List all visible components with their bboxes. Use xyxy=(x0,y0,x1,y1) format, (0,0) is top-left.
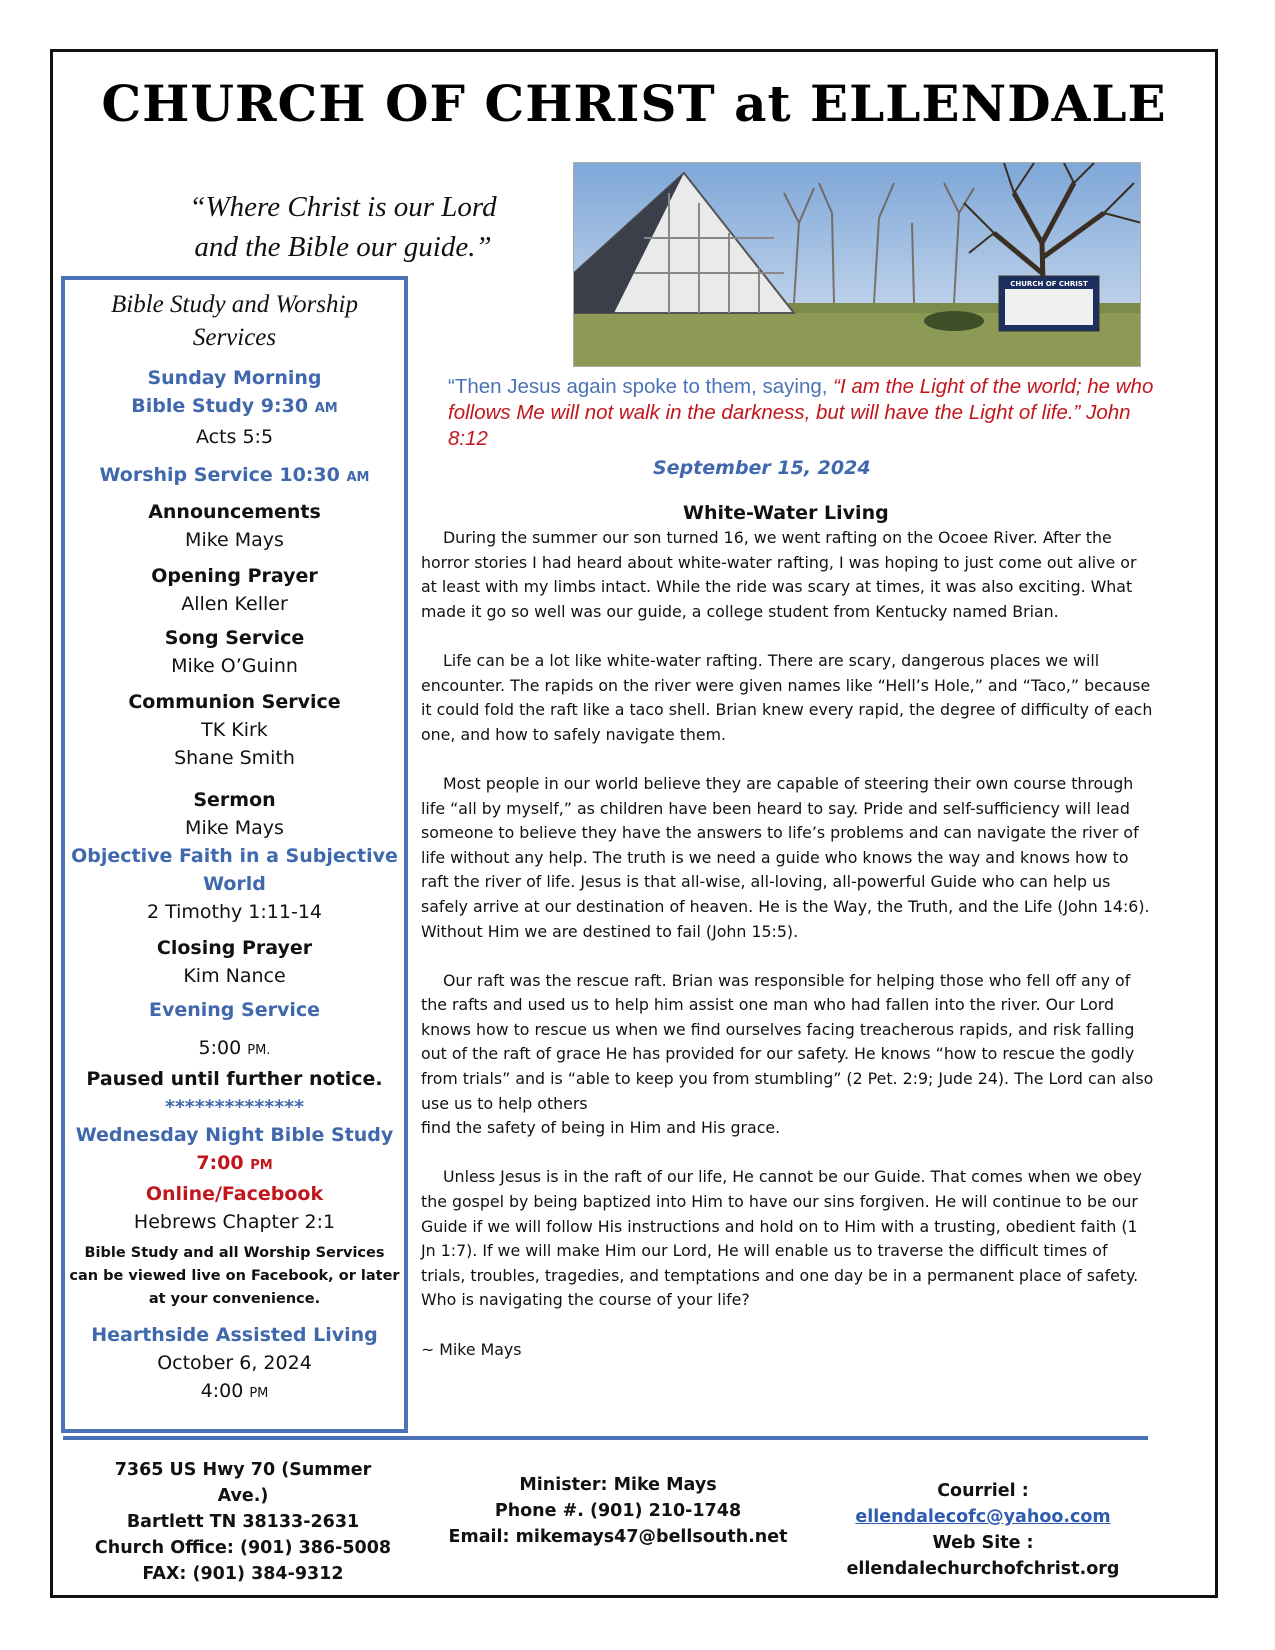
evening-ampm: PM. xyxy=(247,1043,271,1058)
fax-number: FAX: (901) 384-9312 xyxy=(142,1564,344,1584)
church-photo xyxy=(573,162,1141,367)
courriel-email-link[interactable]: ellendalecofc@yahoo.com xyxy=(855,1507,1111,1527)
sermon-label: Sermon xyxy=(193,789,276,811)
courriel-label: Courriel : xyxy=(937,1481,1029,1501)
song-service-name: Mike O’Guinn xyxy=(171,655,298,677)
article-body xyxy=(421,526,1156,1387)
hearthside-date: October 6, 2024 xyxy=(157,1352,312,1374)
evening-service-label: Evening Service xyxy=(148,999,321,1021)
schedule-title-line-1: Bible Study and Worship xyxy=(111,291,358,318)
services-schedule-box xyxy=(61,276,408,1433)
page-frame xyxy=(50,49,1218,1598)
address-line-1: 7365 US Hwy 70 (Summer Ave.) xyxy=(114,1460,372,1506)
bulletin-date: September 15, 2024 xyxy=(653,457,871,479)
closing-prayer-label: Closing Prayer xyxy=(156,937,313,959)
evening-service-time xyxy=(65,1034,404,1065)
motto-line-1: “Where Christ is our Lord xyxy=(189,191,497,223)
wednesday-ampm: PM xyxy=(250,1158,273,1173)
bible-study-ampm: AM xyxy=(314,401,338,416)
bible-study-time xyxy=(65,392,404,423)
bible-study-time-text: Bible Study 9:30 xyxy=(131,395,309,417)
live-note-line-1: Bible Study and all Worship Services xyxy=(84,1245,385,1261)
hearthside-time xyxy=(65,1377,404,1408)
article-paragraph-5: Unless Jesus is in the raft of our life, He cannot be our Guide. That comes when we obey the gospel by being baptized into Him to have our sins forgiven. He will continue to be our Guide if we will follow His instructions and hold on to Him with a trusting, obedient faith (1 Jn 1:7). If we will make Him our Lord, He will enable us to traverse the difficult times of trials, troubles, tragedies, and temptations and one day be in a permanent place of safety. Who is navigating the course of your life? xyxy=(421,1167,1142,1310)
minister-phone: Phone #. (901) 210-1748 xyxy=(494,1501,742,1521)
worship-ampm: AM xyxy=(346,470,370,485)
footer-address xyxy=(93,1457,393,1587)
schedule-title-line-2: Services xyxy=(192,324,277,351)
sunday-morning-label: Sunday Morning xyxy=(147,367,322,389)
article-signature: ~ Mike Mays xyxy=(421,1339,522,1359)
sign-text: CHURCH OF CHRIST xyxy=(1010,280,1088,288)
opening-prayer-label: Opening Prayer xyxy=(151,565,318,587)
song-service-label: Song Service xyxy=(164,627,305,649)
scripture-quote xyxy=(448,374,1168,452)
minister-email: Email: mikemays47@bellsouth.net xyxy=(448,1527,788,1547)
announcements-label: Announcements xyxy=(148,501,321,523)
schedule-title xyxy=(65,288,404,354)
online-facebook-label: Online/Facebook xyxy=(145,1183,324,1205)
communion-label: Communion Service xyxy=(128,691,341,713)
evening-time-text: 5:00 xyxy=(198,1037,242,1059)
wednesday-study-text: Hebrews Chapter 2:1 xyxy=(133,1211,336,1233)
announcements-name: Mike Mays xyxy=(185,529,284,551)
hearthside-time-text: 4:00 xyxy=(200,1380,244,1402)
motto-line-2: and the Bible our guide.” xyxy=(194,231,492,263)
article-paragraph-4: Our raft was the rescue raft. Brian was responsible for helping those who fell off any of the rafts and used us to help him assist one man who had fallen into the river. Our Lord knows how to rescue us when we find ourselves facing treacherous rapids, and risk falling out of the raft of grace He has provided for our safety. He knows “how to rescue the godly from trials” and is “able to keep you from stumbling” (2 Pet. 2:9; Jude 24). The Lord can also use us to help others xyxy=(421,970,1154,1113)
article-paragraph-4-continued: find the safety of being in Him and His grace. xyxy=(421,1118,781,1138)
sermon-text: 2 Timothy 1:11-14 xyxy=(146,901,323,923)
live-viewing-note xyxy=(65,1242,404,1311)
minister-name: Minister: Mike Mays xyxy=(519,1475,717,1495)
bible-study-text: Acts 5:5 xyxy=(195,426,274,448)
wednesday-study-time xyxy=(65,1149,404,1180)
closing-prayer-name: Kim Nance xyxy=(183,965,286,987)
address-line-2: Bartlett TN 38133-2631 xyxy=(126,1512,360,1532)
sermon-title-line-2: World xyxy=(203,873,266,895)
live-note-line-2: can be viewed live on Facebook, or later xyxy=(69,1268,400,1284)
sermon-title-line-1: Objective Faith in a Subjective xyxy=(71,845,398,867)
masthead-title: CHURCH OF CHRIST at ELLENDALE xyxy=(101,74,1167,133)
church-photo-illustration xyxy=(574,163,1141,367)
scripture-quote-text: “I am the Light of the world; he who follows Me will not walk in the darkness, but will have the Light of life.” John 8:12 xyxy=(448,375,1154,450)
sermon-name: Mike Mays xyxy=(185,817,284,839)
footer-divider xyxy=(63,1436,1148,1440)
article-paragraph-1: During the summer our son turned 16, we went rafting on the Ocoee River. After the horror stories I had heard about white-water rafting, I was hoping to just come out alive or at least with my limbs intact. While the ride was scary at times, it was also exciting. What made it go so well was our guide, a college student from Kentucky named Brian. xyxy=(421,528,1137,621)
article-title: White-Water Living xyxy=(683,502,889,524)
website-line: Web Site : ellendalechurchofchrist.org xyxy=(846,1533,1120,1579)
motto xyxy=(163,187,523,267)
article-paragraph-2: Life can be a lot like white-water rafting. There are scary, dangerous places we will encounter. The rapids on the river were given names like “Hell’s Hole,” and “Taco,” because it could fold the raft like a taco shell. Brian knew every rapid, the degree of difficulty of each one, and how to safely navigate them. xyxy=(421,650,1153,744)
scripture-intro: “Then Jesus again spoke to them, saying, xyxy=(448,375,834,398)
worship-time-text: Worship Service 10:30 xyxy=(99,464,340,486)
hearthside-ampm: PM xyxy=(249,1386,269,1401)
hearthside-label: Hearthside Assisted Living xyxy=(91,1324,378,1346)
article-paragraph-3: Most people in our world believe they are capable of steering their own course through life “all by myself,” as children have been heard to say. Pride and self-sufficiency will lead someone to believe they have the answers to life’s problems and can navigate the river of life without any help. The truth is we need a guide who knows the way and knows how to raft the river of life. Jesus is that all-wise, all-loving, all-powerful Guide who can help us safely arrive at our destination of heaven. He is the Way, the Truth, and the Life (John 14:6). Without Him we are destined to fail (John 15:5). xyxy=(421,773,1150,941)
courriel-line xyxy=(808,1478,1158,1530)
evening-service-note: Paused until further notice. xyxy=(86,1068,383,1090)
communion-name-2: Shane Smith xyxy=(174,747,295,769)
communion-name-1: TK Kirk xyxy=(201,719,268,741)
opening-prayer-name: Allen Keller xyxy=(181,593,288,615)
church-office-phone: Church Office: (901) 386-5008 xyxy=(94,1538,392,1558)
wednesday-time-text: 7:00 xyxy=(196,1152,244,1174)
worship-service-time xyxy=(65,461,404,492)
footer-contact xyxy=(808,1478,1158,1582)
footer-minister xyxy=(433,1472,803,1550)
live-note-line-3: at your convenience. xyxy=(148,1291,321,1307)
wednesday-study-label: Wednesday Night Bible Study xyxy=(75,1124,394,1146)
stars-divider: ************** xyxy=(164,1096,305,1118)
